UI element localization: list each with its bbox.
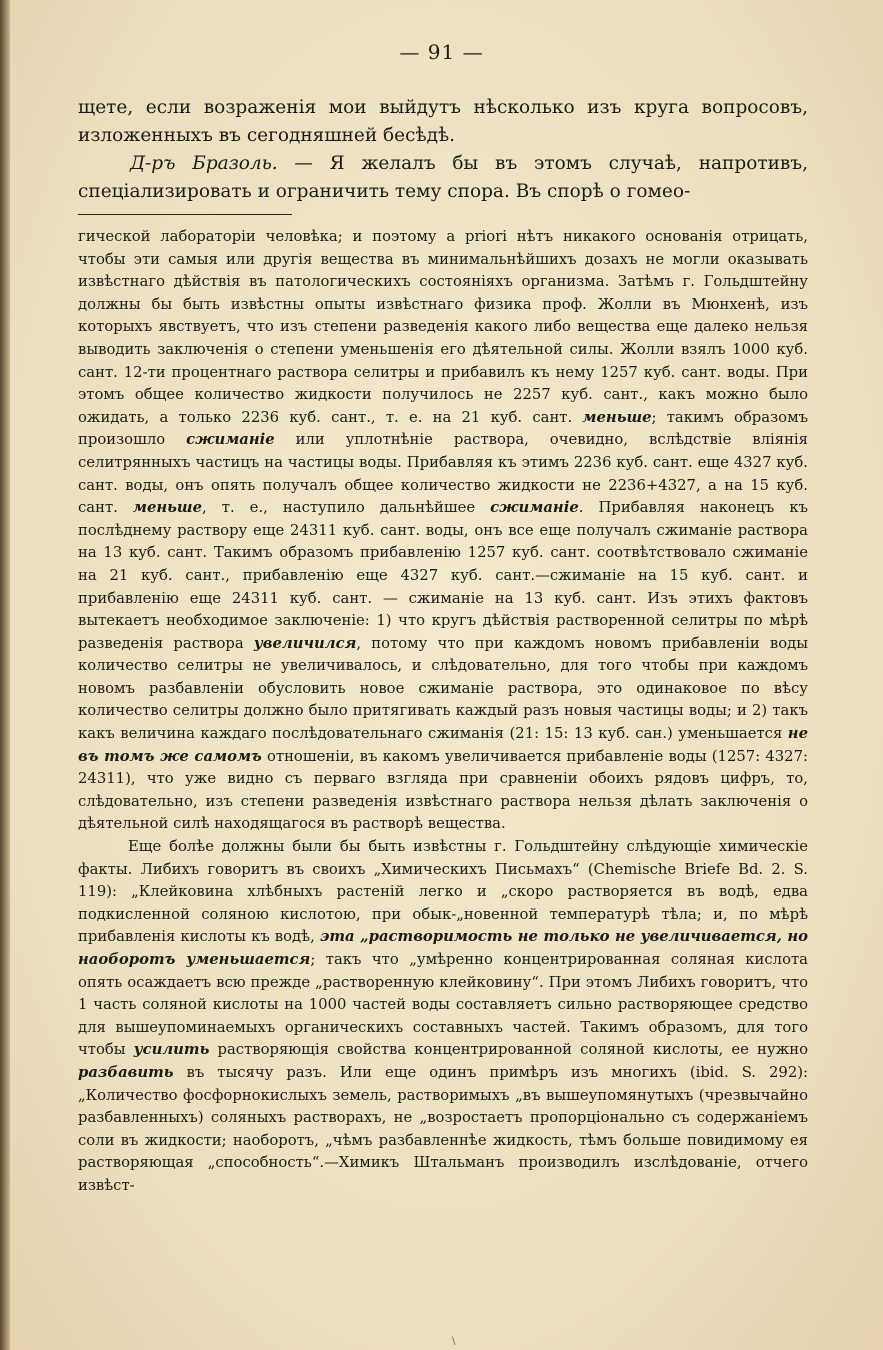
footnote-text: ; такъ что „умѣренно концентрированная соляная кислота опять осаждаетъ всю прежде „растворенную клейковину“. При этомъ Либихъ говоритъ, что 1 часть соляной кислоты на 1000 частей воды составляетъ сильно растворяющее средство для вышеупоминаемыхъ органическихъ составныхъ частей. Такимъ образомъ, для того чтобы [78, 951, 808, 1059]
dialogue-text [78, 94, 808, 206]
footnote-text: отношеніи, въ какомъ увеличивается прибавленіе воды (1257: 4327: 24311), что уже видно съ перваго взгляда при сравненіи обоихъ рядовъ цифръ, то, слѣдовательно, изъ степени разведенія извѣстнаго раствора нельзя дѣлать заключенія о дѣятельной силѣ находящагося въ растворѣ вещества. [78, 747, 808, 833]
emphasis: сжиманіе [186, 431, 275, 449]
footnote-text: Еще болѣе должны были бы быть извѣстны г. Гольдштейну слѣдующіе химическіе факты. Либихъ говоритъ въ своихъ „Химическихъ Письмахъ“ (Chemische Briefe Bd. 2. S. 119): „Клейковина хлѣбныхъ растеній легко и „скоро растворяется въ водѣ, едва подкисленной соляною кислотою, при обык-„новенной температурѣ тѣла; и, по мѣрѣ прибавленія кислоты къ водѣ, [78, 838, 808, 946]
emphasis: сжиманіе [490, 499, 579, 517]
page-number: — 91 — [399, 40, 484, 64]
emphasis: увеличился [253, 634, 357, 652]
footnote-text: ; такимъ образомъ произошло [78, 408, 808, 449]
emphasis: меньше [582, 408, 652, 426]
footnote-text: или уплотнѣніе раствора, очевидно, вслѣдствіе вліянія селитрянныхъ частицъ на частицы воды. Прибавляя къ этимъ 2236 куб. сант. еще 4327 куб. сант. воды, онъ опять получалъ общее количество жидкости не 2236+4327, а на 15 куб. сант. [78, 431, 809, 517]
footnote-paragraph [78, 836, 808, 1198]
emphasis: усилить [133, 1041, 210, 1059]
footnote-text: гической лабораторіи человѣка; и поэтому a priori нѣтъ никакого основанія отрицать, чтобы эти самыя или другія вещества въ минимальнѣйшихъ дозахъ не могли оказывать извѣстнаго дѣйствія въ патологическихъ состояніяхъ организма. Затѣмъ г. Гольдштейну должны бы быть извѣстны опыты извѣстнаго физика проф. Жолли въ Мюнхенѣ, изъ которыхъ явствуетъ, что изъ степени разведенія какого либо вещества еще далеко нельзя выводить заключенія о степени уменьшенія его дѣятельной силы. Жолли взялъ 1000 куб. сант. 12-ти процентнаго раствора селитры и прибавилъ къ нему 1257 куб. сант. воды. При этомъ общее количество жидкости получилось не 2257 куб. сант., какъ можно было ожидать, а только 2236 куб. сант., т. е. на 21 куб. сант. [78, 228, 808, 426]
emphasis: не въ томъ же самомъ [78, 725, 808, 765]
footnote-paragraph [78, 226, 808, 836]
footnote-text: . Прибавляя наконецъ къ послѣднему раствору еще 24311 куб. сант. воды, онъ все еще получалъ сжиманіе раствора на 13 куб. сант. Такимъ образомъ прибавленію 1257 куб. сант. соотвѣтствовало сжиманіе на 21 куб. сант., прибавленію еще 4327 куб. сант.—сжиманіе на 15 куб. сант. и прибавленію еще 24311 куб. сант. — сжиманіе на 13 куб. сант. Изъ этихъ фактовъ вытекаетъ необходимое заключеніе: 1) что кругъ дѣйствія растворенной селитры по мѣрѣ разведенія раствора [78, 499, 808, 652]
emphasis: эта „растворимость не только не увеличивается, но наоборотъ уменьшается [78, 928, 808, 968]
footnote-text: въ тысячу разъ. Или еще одинъ примѣръ изъ многихъ (ibid. S. 292): „Количество фосфорнокислыхъ земель, растворимыхъ „въ вышеупомянутыхъ (чрезвычайно разбавленныхъ) соляныхъ растворахъ, не „возростаетъ пропорціонально съ содержаніемъ соли въ жидкости; наоборотъ, „чѣмъ разбавленнѣе жидкость, тѣмъ больше повидимому ея растворяющая „способность“.—Химикъ Штальманъ производилъ изслѣдованіе, отчего извѣст- [78, 1063, 808, 1194]
margin-mark: \ [452, 1336, 456, 1347]
speaker-remark: — Я желалъ бы въ этомъ случаѣ, напротивъ, спеціализировать и ограничить тему спора. Въ спорѣ о гомео- [78, 153, 808, 202]
dialogue-paragraph: щете, если возраженія мои выйдутъ нѣсколько изъ круга вопросовъ, изложенныхъ въ сегодняшней бесѣдѣ. [78, 97, 808, 146]
footnote-separator [78, 214, 292, 215]
footnote [78, 226, 808, 1198]
emphasis: разбавить [78, 1063, 174, 1081]
footnote-text: растворяющія свойства концентрированной соляной кислоты, ее нужно [209, 1041, 808, 1059]
footnote-text: , потому что при каждомъ новомъ прибавленіи воды количество селитры не увеличивалось, и слѣдовательно, для того чтобы при каждомъ новомъ разбавленіи обусловить новое сжиманіе раствора, это одинаковое по вѣсу количество селитры должно было притягивать каждый разъ новыя частицы воды; и 2) такъ какъ величина каждаго послѣдовательнаго сжиманія (21: 15: 13 куб. сан.) уменьшается [78, 634, 808, 743]
dialogue-paragraph [78, 150, 808, 206]
page-spine-shadow [0, 0, 10, 1350]
emphasis: меньше [132, 499, 203, 517]
speaker-name: Д-ръ Бразоль. [130, 153, 278, 174]
footnote-text: , т. е., наступило дальнѣйшее [202, 499, 491, 517]
